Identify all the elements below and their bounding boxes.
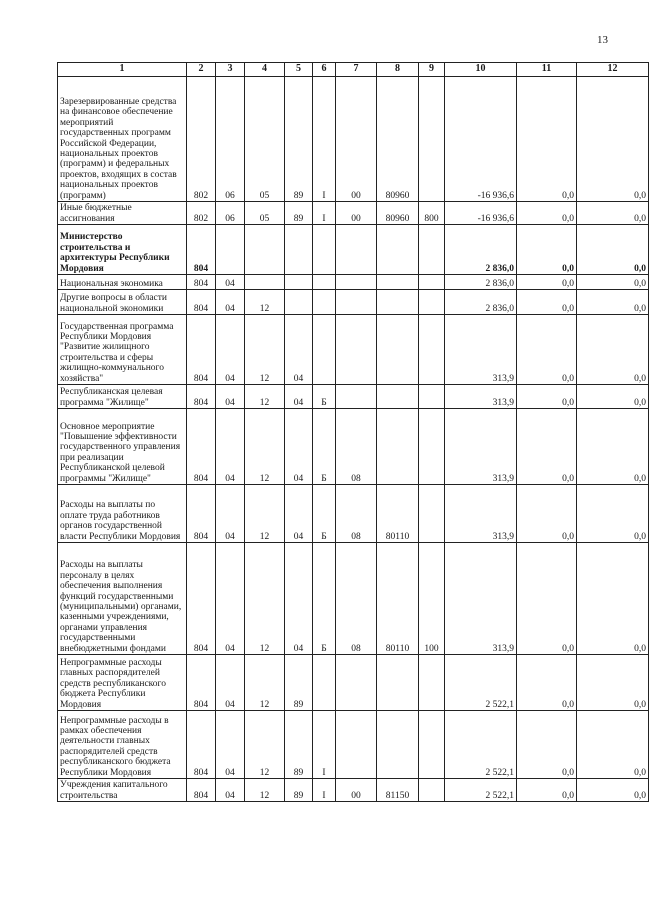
row-name-cell: Зарезервированные средства на финансовое обеспечение мероприятий государственных программ Российской Федерации, национальных проектов (программ) и федеральных проектов, входящих в состав национальных проектов (программ) xyxy=(58,77,187,202)
amount-next-cell: 0,0 xyxy=(517,315,577,385)
section-cell: 06 xyxy=(216,77,245,202)
subsection-cell: 12 xyxy=(245,655,285,711)
event-cell xyxy=(336,655,377,711)
section-cell: 04 xyxy=(216,315,245,385)
header-cell: 7 xyxy=(336,63,377,77)
table-row xyxy=(58,543,649,655)
section-cell: 04 xyxy=(216,655,245,711)
section-cell xyxy=(216,225,245,275)
amount-after-cell: 0,0 xyxy=(577,202,649,225)
expense-type-cell xyxy=(419,385,445,409)
target-item-cell xyxy=(377,315,419,385)
amount-cell: 2 522,1 xyxy=(445,779,517,802)
subsection-cell: 05 xyxy=(245,77,285,202)
amount-next-cell: 0,0 xyxy=(517,543,577,655)
table-row xyxy=(58,77,649,202)
subprogram-cell: I xyxy=(313,202,336,225)
amount-after-cell: 0,0 xyxy=(577,779,649,802)
amount-next-cell: 0,0 xyxy=(517,485,577,543)
expense-type-cell xyxy=(419,779,445,802)
event-cell: 00 xyxy=(336,779,377,802)
amount-next-cell: 0,0 xyxy=(517,711,577,779)
subsection-cell xyxy=(245,225,285,275)
header-cell: 8 xyxy=(377,63,419,77)
amount-cell: -16 936,6 xyxy=(445,202,517,225)
expense-type-cell xyxy=(419,655,445,711)
header-cell: 5 xyxy=(285,63,313,77)
admin-code-cell: 804 xyxy=(187,543,216,655)
expense-type-cell xyxy=(419,225,445,275)
table-row xyxy=(58,315,649,385)
event-cell xyxy=(336,225,377,275)
subsection-cell: 12 xyxy=(245,315,285,385)
row-name-cell: Расходы на выплаты персоналу в целях обеспечения выполнения функций государственными (муниципальными) органами, казенными учреждениями, органами управления государственными внебюджетными фондами xyxy=(58,543,187,655)
table-row xyxy=(58,290,649,315)
header-cell: 6 xyxy=(313,63,336,77)
target-item-cell: 80960 xyxy=(377,202,419,225)
section-cell: 04 xyxy=(216,711,245,779)
expense-type-cell: 100 xyxy=(419,543,445,655)
amount-next-cell: 0,0 xyxy=(517,225,577,275)
expense-type-cell xyxy=(419,409,445,485)
program-cell: 89 xyxy=(285,202,313,225)
program-cell: 89 xyxy=(285,711,313,779)
subprogram-cell: I xyxy=(313,779,336,802)
event-cell xyxy=(336,315,377,385)
row-name-cell: Непрограммные расходы в рамках обеспечения деятельности главных распорядителей средств республиканского бюджета Республики Мордовия xyxy=(58,711,187,779)
header-cell: 12 xyxy=(577,63,649,77)
target-item-cell xyxy=(377,290,419,315)
header-cell: 4 xyxy=(245,63,285,77)
amount-after-cell: 0,0 xyxy=(577,77,649,202)
amount-cell: 313,9 xyxy=(445,485,517,543)
subsection-cell: 12 xyxy=(245,290,285,315)
section-cell: 04 xyxy=(216,290,245,315)
section-cell: 04 xyxy=(216,779,245,802)
program-cell xyxy=(285,275,313,290)
amount-after-cell: 0,0 xyxy=(577,711,649,779)
event-cell: 00 xyxy=(336,77,377,202)
section-cell: 04 xyxy=(216,485,245,543)
target-item-cell: 80110 xyxy=(377,543,419,655)
amount-after-cell: 0,0 xyxy=(577,275,649,290)
amount-cell: 2 522,1 xyxy=(445,711,517,779)
row-name-cell: Государственная программа Республики Мордовия "Развитие жилищного строительства и сферы жилищно-коммунального хозяйства" xyxy=(58,315,187,385)
subsection-cell: 12 xyxy=(245,485,285,543)
header-cell: 10 xyxy=(445,63,517,77)
event-cell: 08 xyxy=(336,543,377,655)
row-name-cell: Непрограммные расходы главных распорядителей средств республиканского бюджета Республики Мордовия xyxy=(58,655,187,711)
program-cell: 89 xyxy=(285,779,313,802)
section-cell: 06 xyxy=(216,202,245,225)
amount-next-cell: 0,0 xyxy=(517,779,577,802)
subprogram-cell: I xyxy=(313,711,336,779)
amount-cell: 313,9 xyxy=(445,543,517,655)
table-row xyxy=(58,711,649,779)
amount-next-cell: 0,0 xyxy=(517,290,577,315)
target-item-cell xyxy=(377,275,419,290)
header-cell: 11 xyxy=(517,63,577,77)
target-item-cell xyxy=(377,655,419,711)
table-row xyxy=(58,202,649,225)
subsection-cell: 05 xyxy=(245,202,285,225)
event-cell xyxy=(336,711,377,779)
section-cell: 04 xyxy=(216,543,245,655)
table-row xyxy=(58,385,649,409)
subsection-cell: 12 xyxy=(245,711,285,779)
program-cell: 04 xyxy=(285,543,313,655)
section-cell: 04 xyxy=(216,275,245,290)
amount-cell: 313,9 xyxy=(445,315,517,385)
amount-next-cell: 0,0 xyxy=(517,409,577,485)
target-item-cell xyxy=(377,225,419,275)
subsection-cell: 12 xyxy=(245,779,285,802)
amount-cell: 2 836,0 xyxy=(445,225,517,275)
amount-after-cell: 0,0 xyxy=(577,655,649,711)
subprogram-cell xyxy=(313,655,336,711)
subprogram-cell xyxy=(313,275,336,290)
subprogram-cell xyxy=(313,315,336,385)
target-item-cell: 81150 xyxy=(377,779,419,802)
table-row xyxy=(58,275,649,290)
amount-cell: 313,9 xyxy=(445,409,517,485)
program-cell: 04 xyxy=(285,485,313,543)
event-cell: 08 xyxy=(336,485,377,543)
amount-next-cell: 0,0 xyxy=(517,202,577,225)
amount-cell: -16 936,6 xyxy=(445,77,517,202)
header-row xyxy=(58,63,649,77)
subprogram-cell: I xyxy=(313,77,336,202)
table-row xyxy=(58,225,649,275)
row-name-cell: Другие вопросы в области национальной экономики xyxy=(58,290,187,315)
header-cell: 1 xyxy=(58,63,187,77)
subsection-cell xyxy=(245,275,285,290)
subprogram-cell: Б xyxy=(313,409,336,485)
section-cell: 04 xyxy=(216,409,245,485)
program-cell xyxy=(285,290,313,315)
event-cell xyxy=(336,385,377,409)
row-name-cell: Республиканская целевая программа "Жилище" xyxy=(58,385,187,409)
target-item-cell: 80960 xyxy=(377,77,419,202)
expense-type-cell xyxy=(419,77,445,202)
subprogram-cell: Б xyxy=(313,385,336,409)
expense-type-cell xyxy=(419,290,445,315)
amount-after-cell: 0,0 xyxy=(577,290,649,315)
row-name-cell: Национальная экономика xyxy=(58,275,187,290)
subsection-cell: 12 xyxy=(245,385,285,409)
event-cell xyxy=(336,275,377,290)
program-cell: 04 xyxy=(285,409,313,485)
amount-cell: 2 836,0 xyxy=(445,290,517,315)
amount-after-cell: 0,0 xyxy=(577,409,649,485)
subprogram-cell xyxy=(313,290,336,315)
subsection-cell: 12 xyxy=(245,409,285,485)
admin-code-cell: 802 xyxy=(187,77,216,202)
program-cell: 89 xyxy=(285,77,313,202)
admin-code-cell: 804 xyxy=(187,409,216,485)
event-cell: 00 xyxy=(336,202,377,225)
row-name-cell: Учреждения капитального строительства xyxy=(58,779,187,802)
amount-after-cell: 0,0 xyxy=(577,485,649,543)
target-item-cell xyxy=(377,711,419,779)
row-name-cell: Министерство строительства и архитектуры Республики Мордовия xyxy=(58,225,187,275)
subprogram-cell: Б xyxy=(313,485,336,543)
admin-code-cell: 802 xyxy=(187,202,216,225)
program-cell: 89 xyxy=(285,655,313,711)
section-cell: 04 xyxy=(216,385,245,409)
header-cell: 2 xyxy=(187,63,216,77)
admin-code-cell: 804 xyxy=(187,385,216,409)
page-number: 13 xyxy=(597,34,608,46)
table-row xyxy=(58,485,649,543)
admin-code-cell: 804 xyxy=(187,225,216,275)
amount-cell: 313,9 xyxy=(445,385,517,409)
amount-next-cell: 0,0 xyxy=(517,275,577,290)
amount-cell: 2 522,1 xyxy=(445,655,517,711)
header-cell: 3 xyxy=(216,63,245,77)
admin-code-cell: 804 xyxy=(187,290,216,315)
subprogram-cell: Б xyxy=(313,543,336,655)
subsection-cell: 12 xyxy=(245,543,285,655)
amount-next-cell: 0,0 xyxy=(517,385,577,409)
admin-code-cell: 804 xyxy=(187,275,216,290)
program-cell xyxy=(285,225,313,275)
admin-code-cell: 804 xyxy=(187,655,216,711)
row-name-cell: Основное мероприятие "Повышение эффективности государственного управления при реализации Республиканской целевой программы "Жилище" xyxy=(58,409,187,485)
program-cell: 04 xyxy=(285,315,313,385)
program-cell: 04 xyxy=(285,385,313,409)
header-cell: 9 xyxy=(419,63,445,77)
amount-next-cell: 0,0 xyxy=(517,77,577,202)
admin-code-cell: 804 xyxy=(187,315,216,385)
amount-next-cell: 0,0 xyxy=(517,655,577,711)
amount-after-cell: 0,0 xyxy=(577,315,649,385)
amount-cell: 2 836,0 xyxy=(445,275,517,290)
table-row xyxy=(58,655,649,711)
event-cell xyxy=(336,290,377,315)
expense-type-cell xyxy=(419,315,445,385)
admin-code-cell: 804 xyxy=(187,779,216,802)
budget-table xyxy=(57,62,649,802)
expense-type-cell xyxy=(419,711,445,779)
row-name-cell: Расходы на выплаты по оплате труда работников органов государственной власти Республики Мордовия xyxy=(58,485,187,543)
admin-code-cell: 804 xyxy=(187,485,216,543)
table-row xyxy=(58,409,649,485)
expense-type-cell: 800 xyxy=(419,202,445,225)
table-row xyxy=(58,779,649,802)
subprogram-cell xyxy=(313,225,336,275)
expense-type-cell xyxy=(419,485,445,543)
amount-after-cell: 0,0 xyxy=(577,385,649,409)
event-cell: 08 xyxy=(336,409,377,485)
amount-after-cell: 0,0 xyxy=(577,225,649,275)
admin-code-cell: 804 xyxy=(187,711,216,779)
expense-type-cell xyxy=(419,275,445,290)
target-item-cell xyxy=(377,385,419,409)
amount-after-cell: 0,0 xyxy=(577,543,649,655)
row-name-cell: Иные бюджетные ассигнования xyxy=(58,202,187,225)
target-item-cell: 80110 xyxy=(377,485,419,543)
target-item-cell xyxy=(377,409,419,485)
